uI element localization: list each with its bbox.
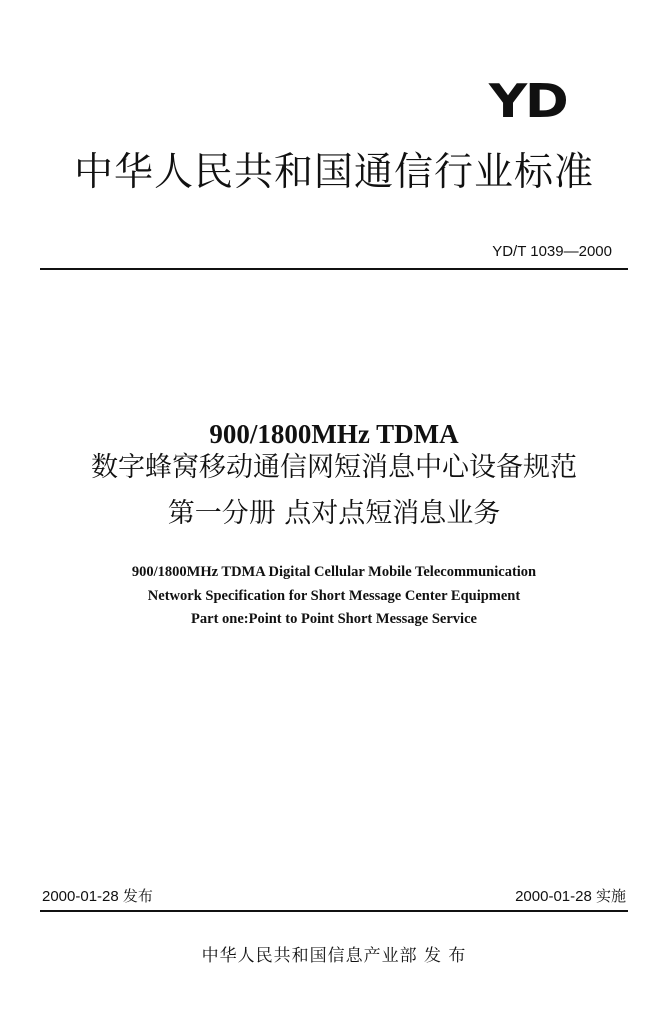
document-title-en: 900/1800MHz TDMA [209,419,459,449]
english-title-line1: 900/1800MHz TDMA Digital Cellular Mobile Telecommunication [131,564,537,580]
english-title-line2: Network Specification for Short Message Center Equipment [147,588,521,604]
yd-logo: YD [488,74,566,128]
standard-code: YD/T 1039—2000 [492,243,612,260]
issue-date: 2000-01-28 发布 [42,888,153,905]
standard-title: 中华人民共和国通信行业标准 [73,150,594,195]
english-title-line3: Part one:Point to Point Short Message Service [191,611,477,627]
publisher: 中华人民共和国信息产业部 发 布 [201,946,467,966]
bottom-divider [40,910,628,912]
top-divider [40,268,628,270]
document-title-zh-line1: 数字蜂窝移动通信网短消息中心设备规范 [91,452,577,483]
document-title-zh-line2: 第一分册 点对点短消息业务 [167,498,501,529]
implementation-date: 2000-01-28 实施 [515,888,626,905]
